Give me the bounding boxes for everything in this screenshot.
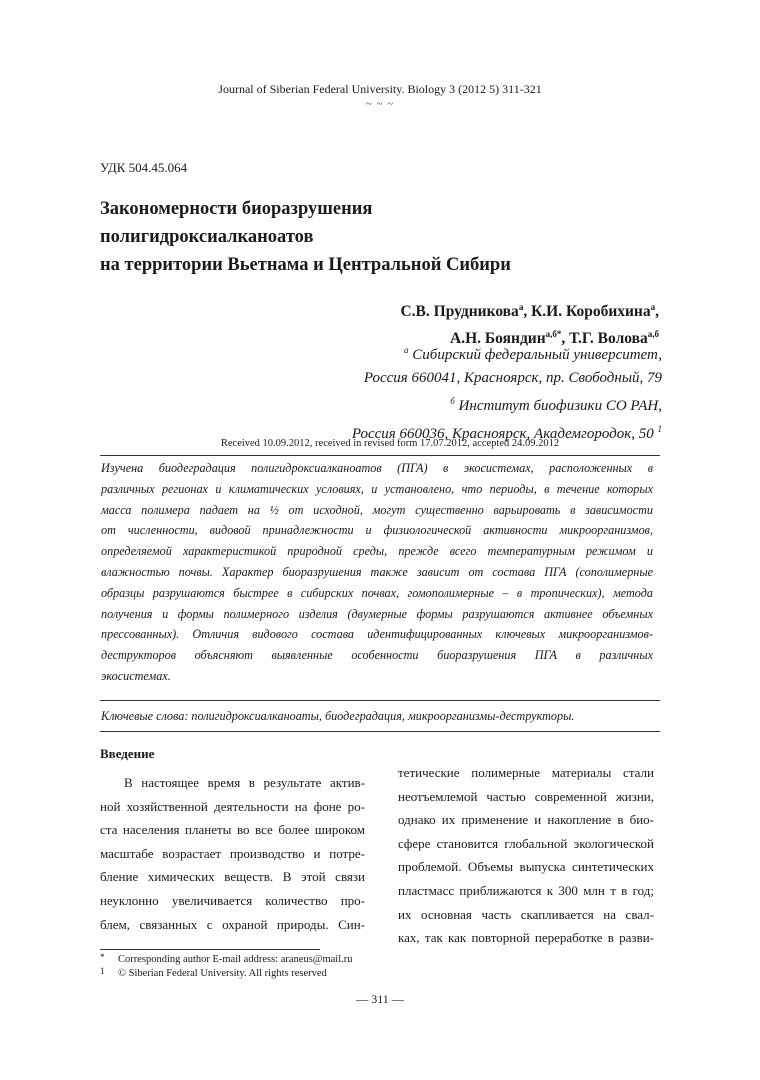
affiliation-line: Россия 660036, Красноярск, Академгородок, 50 $^1$ xyxy=(351,424,662,442)
body-right-column xyxy=(398,761,654,950)
author-affil-mark: а,б xyxy=(647,329,659,339)
footnote-mark: * xyxy=(100,952,105,962)
body-line: ста населения планеты во все более широком xyxy=(100,822,365,838)
body-line: сфере становится глобальной экологической xyxy=(398,835,654,851)
abstract-line: Изучена биодеградация полигидроксиалканоатов (ПГА) в экосистемах, расположенных в xyxy=(101,461,653,475)
abstract-line: получения и формы полимерного изделия (двумерные формы разрушаются активнее объемных xyxy=(101,606,653,621)
body-line: пластмасс приближаются к 300 млн т в год; xyxy=(398,882,654,898)
body-line: их основная часть скапливается на свал- xyxy=(398,906,654,922)
abstract-line: различных регионах и климатических условиях, и установлено, что периоды, в течение которых xyxy=(101,481,653,496)
abstract-top-rule xyxy=(100,455,660,456)
header-tildes: ~ ~ ~ xyxy=(365,98,395,110)
body-line: тетические полимерные материалы стали xyxy=(398,765,654,780)
abstract-line: определяемой характеристикой природной среды, прежде всего температурным режимом и xyxy=(101,544,653,559)
author-affil-mark: а xyxy=(650,302,656,312)
author-name: С.В. Прудникова xyxy=(400,303,519,320)
affiliation-line: $^б$ Институт биофизики СО РАН, xyxy=(450,396,662,414)
affiliation-line: Россия 660041, Красноярск, пр. Свободный, 79 xyxy=(363,370,662,386)
body-left-column xyxy=(100,771,365,936)
keywords-top-rule xyxy=(100,700,660,701)
affiliations xyxy=(142,339,662,446)
footnote-text: © Siberian Federal University. All rights reserved xyxy=(118,968,327,979)
authors-line-2: А.Н. Бояндин$^{а,б*}$, Т.Г. Волова$^{а,б}$ xyxy=(450,329,659,347)
body-line: неуклонно увеличивается количество про- xyxy=(100,892,365,908)
author-name: А.Н. Бояндин xyxy=(450,330,546,347)
authors-line-1: С.В. Прудникова$^а$, К.И. Коробихина$^а$, xyxy=(400,302,659,320)
journal-header: Journal of Siberian Federal University. Biology 3 (2012 5) 311-321 xyxy=(218,82,542,96)
abstract-line: прессованных). Отличия видового состава идентифицированных ключевых микроорганизмов- xyxy=(101,627,653,642)
keywords-bottom-rule xyxy=(100,731,660,732)
body-line: проблемой. Объемы выпуска синтетических xyxy=(398,859,654,875)
page-number: — 311 — xyxy=(356,992,404,1006)
footnote-rule xyxy=(100,949,320,950)
body-line: блем, связанных с охраной природы. Син- xyxy=(100,916,365,932)
article-title xyxy=(100,195,660,279)
body-line: бление химических веществ. В этой связи xyxy=(100,869,365,885)
keywords: Ключевые слова: полигидроксиалканоаты, биодеградация, микроорганизмы-деструкторы. xyxy=(101,709,575,723)
abstract-line: экосистемах. xyxy=(101,668,171,683)
author-affil-mark: а,б* xyxy=(545,329,562,339)
body-line: неотъемлемой частью современной жизни, xyxy=(398,788,654,804)
abstract-line: от численности, видовой принадлежности и физиологической активности микроорганизмов, xyxy=(101,523,653,538)
received-dates: Received 10.09.2012, received in revised form 17.07.2012, accepted 24.09.2012 xyxy=(220,438,560,449)
affiliation-line: $^а$ Сибирский федеральный университет, xyxy=(404,345,662,363)
title-line: Закономерности биоразрушения xyxy=(100,199,373,219)
section-heading-introduction: Введение xyxy=(100,746,155,761)
footnote-text: Corresponding author E-mail address: araneus@mail.ru xyxy=(118,954,353,965)
abstract-line: влажностью почвы. Характер биоразрушения также зависит от состава ПГА (сополимерные xyxy=(101,564,653,579)
footnote-copyright xyxy=(100,966,327,979)
author-name: К.И. Коробихина xyxy=(531,303,651,320)
author-affil-mark: а xyxy=(518,302,524,312)
abstract-line: масса полимера падает на ½ от исходной, могут существенно варьировать в зависимости xyxy=(101,502,653,517)
body-line: масштабе возрастает производство и потре- xyxy=(100,845,365,861)
footnote-corresponding xyxy=(100,952,352,965)
abstract xyxy=(101,458,653,687)
title-line: полигидроксиалканоатов xyxy=(100,227,314,247)
abstract-line: деструкторов объясняют выявленные особенности биоразрушения ПГА в различных xyxy=(101,648,653,663)
udk-code: УДК 504.45.064 xyxy=(100,160,188,175)
body-line: однако их применение и накопление в био- xyxy=(398,812,654,828)
author-name: Т.Г. Волова xyxy=(569,330,648,347)
body-line: В настоящее время в результате актив- xyxy=(124,775,365,790)
footnote-mark: 1 xyxy=(100,966,105,976)
abstract-line: образцы разрушаются быстрее в сибирских почвах, гомополимерные – в тропических), метода xyxy=(101,585,653,600)
body-line: ках, так как повторной переработке в разви- xyxy=(398,930,654,946)
title-line: на территории Вьетнама и Центральной Сибири xyxy=(100,255,511,275)
body-line: ной хозяйственной деятельности на фоне ро- xyxy=(100,798,365,814)
